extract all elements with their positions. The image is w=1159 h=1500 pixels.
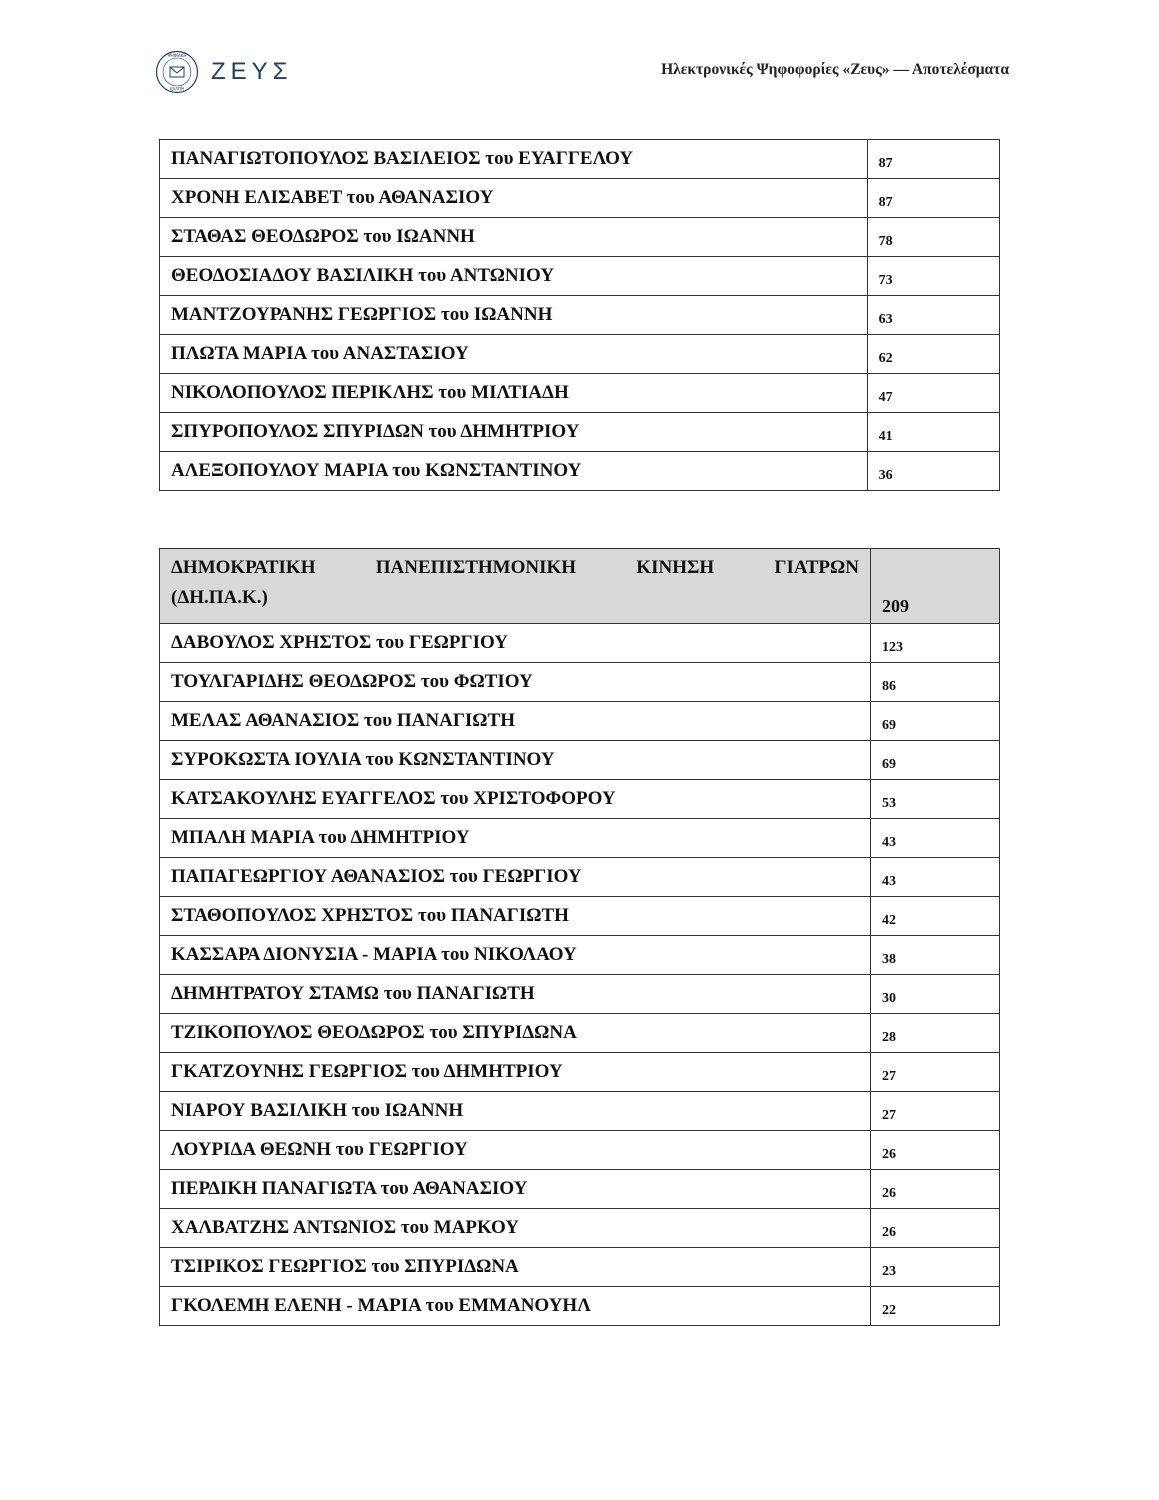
candidate-name: ΑΛΕΞΟΠΟΥΛΟΥ ΜΑΡΙΑ του ΚΩΝΣΤΑΝΤΙΝΟΥ: [160, 452, 868, 491]
page-header: [0, 0, 1159, 110]
candidate-name: ΠΕΡΔΙΚΗ ΠΑΝΑΓΙΩΤΑ του ΑΘΑΝΑΣΙΟΥ: [160, 1170, 871, 1209]
candidate-votes: 26: [870, 1131, 999, 1170]
results-table-2: [159, 548, 1000, 1326]
candidate-name: ΣΤΑΘΟΠΟΥΛΟΣ ΧΡΗΣΤΟΣ του ΠΑΝΑΓΙΩΤΗ: [160, 897, 871, 936]
candidate-votes: 36: [867, 452, 999, 491]
candidate-votes: 30: [870, 975, 999, 1014]
seal-text-top: ΨΗΦΙΑΚΗ: [167, 52, 187, 58]
candidate-row: [160, 452, 1000, 491]
candidate-votes: 41: [867, 413, 999, 452]
candidate-name: ΛΟΥΡΙΔΑ ΘΕΩΝΗ του ΓΕΩΡΓΙΟΥ: [160, 1131, 871, 1170]
candidate-row: [160, 374, 1000, 413]
candidate-name: ΠΑΠΑΓΕΩΡΓΙΟΥ ΑΘΑΝΑΣΙΟΣ του ΓΕΩΡΓΙΟΥ: [160, 858, 871, 897]
candidate-row: [160, 179, 1000, 218]
candidate-row: [160, 663, 1000, 702]
party-name-line2: (ΔΗ.ΠΑ.Κ.): [171, 587, 268, 608]
candidate-row: [160, 1248, 1000, 1287]
party-votes: 209: [870, 549, 999, 624]
candidate-name: ΠΑΝΑΓΙΩΤΟΠΟΥΛΟΣ ΒΑΣΙΛΕΙΟΣ του ΕΥΑΓΓΕΛΟΥ: [160, 140, 868, 179]
candidate-votes: 53: [870, 780, 999, 819]
candidate-row: [160, 1092, 1000, 1131]
candidate-name: ΣΤΑΘΑΣ ΘΕΟΔΩΡΟΣ του ΙΩΑΝΝΗ: [160, 218, 868, 257]
candidate-votes: 47: [867, 374, 999, 413]
candidate-votes: 69: [870, 741, 999, 780]
candidate-votes: 22: [870, 1287, 999, 1326]
candidate-row: [160, 819, 1000, 858]
candidate-row: [160, 624, 1000, 663]
candidate-votes: 87: [867, 179, 999, 218]
candidate-row: [160, 702, 1000, 741]
candidate-name: ΘΕΟΔΟΣΙΑΔΟΥ ΒΑΣΙΛΙΚΗ του ΑΝΤΩΝΙΟΥ: [160, 257, 868, 296]
candidate-row: [160, 1014, 1000, 1053]
party-name-word: ΓΙΑΤΡΩΝ: [774, 557, 859, 578]
candidate-row: [160, 897, 1000, 936]
candidate-votes: 38: [870, 936, 999, 975]
candidate-votes: 42: [870, 897, 999, 936]
candidate-name: ΓΚΑΤΖΟΥΝΗΣ ΓΕΩΡΓΙΟΣ του ΔΗΜΗΤΡΙΟΥ: [160, 1053, 871, 1092]
party-row: [160, 549, 1000, 624]
candidate-row: [160, 780, 1000, 819]
brand-name: ΖΕΥΣ: [211, 58, 293, 85]
candidate-name: ΚΑΣΣΑΡΑ ΔΙΟΝΥΣΙΑ - ΜΑΡΙΑ του ΝΙΚΟΛΑΟΥ: [160, 936, 871, 975]
candidate-name: ΝΙΚΟΛΟΠΟΥΛΟΣ ΠΕΡΙΚΛΗΣ του ΜΙΛΤΙΑΔΗ: [160, 374, 868, 413]
candidate-votes: 43: [870, 819, 999, 858]
candidate-row: [160, 1170, 1000, 1209]
candidate-row: [160, 1131, 1000, 1170]
candidate-row: [160, 413, 1000, 452]
candidate-name: ΜΕΛΑΣ ΑΘΑΝΑΣΙΟΣ του ΠΑΝΑΓΙΩΤΗ: [160, 702, 871, 741]
candidate-row: [160, 335, 1000, 374]
candidate-name: ΚΑΤΣΑΚΟΥΛΗΣ ΕΥΑΓΓΕΛΟΣ του ΧΡΙΣΤΟΦΟΡΟΥ: [160, 780, 871, 819]
candidate-name: ΠΛΩΤΑ ΜΑΡΙΑ του ΑΝΑΣΤΑΣΙΟΥ: [160, 335, 868, 374]
candidate-row: [160, 975, 1000, 1014]
candidate-votes: 27: [870, 1092, 999, 1131]
zeus-logo: [155, 50, 293, 94]
candidate-votes: 28: [870, 1014, 999, 1053]
candidate-votes: 26: [870, 1209, 999, 1248]
seal-text-bottom: ΚΑΛΠΗ: [169, 86, 185, 92]
candidate-votes: 87: [867, 140, 999, 179]
candidate-row: [160, 140, 1000, 179]
ballot-box-seal-icon: [155, 50, 199, 94]
candidate-votes: 86: [870, 663, 999, 702]
candidate-votes: 78: [867, 218, 999, 257]
party-name-word: ΠΑΝΕΠΙΣΤΗΜΟΝΙΚΗ: [375, 557, 577, 578]
candidate-name: ΓΚΟΛΕΜΗ ΕΛΕΝΗ - ΜΑΡΙΑ του ΕΜΜΑΝΟΥΗΛ: [160, 1287, 871, 1326]
candidate-name: ΝΙΑΡΟΥ ΒΑΣΙΛΙΚΗ του ΙΩΑΝΝΗ: [160, 1092, 871, 1131]
candidate-votes: 27: [870, 1053, 999, 1092]
candidate-name: ΣΠΥΡΟΠΟΥΛΟΣ ΣΠΥΡΙΔΩΝ του ΔΗΜΗΤΡΙΟΥ: [160, 413, 868, 452]
party-name-word: ΔΗΜΟΚΡΑΤΙΚΗ: [171, 557, 316, 578]
candidate-name: ΔΑΒΟΥΛΟΣ ΧΡΗΣΤΟΣ του ΓΕΩΡΓΙΟΥ: [160, 624, 871, 663]
candidate-row: [160, 1287, 1000, 1326]
candidate-name: ΤΟΥΛΓΑΡΙΔΗΣ ΘΕΟΔΩΡΟΣ του ΦΩΤΙΟΥ: [160, 663, 871, 702]
party-name-word: ΚΙΝΗΣΗ: [636, 557, 715, 578]
candidate-votes: 23: [870, 1248, 999, 1287]
candidate-name: ΔΗΜΗΤΡΑΤΟΥ ΣΤΑΜΩ του ΠΑΝΑΓΙΩΤΗ: [160, 975, 871, 1014]
candidate-name: ΜΠΑΛΗ ΜΑΡΙΑ του ΔΗΜΗΤΡΙΟΥ: [160, 819, 871, 858]
candidate-row: [160, 936, 1000, 975]
candidate-row: [160, 296, 1000, 335]
candidate-votes: 63: [867, 296, 999, 335]
candidate-row: [160, 1053, 1000, 1092]
results-table-1: [159, 139, 1000, 491]
candidate-votes: 43: [870, 858, 999, 897]
candidate-row: [160, 257, 1000, 296]
candidate-name: ΣΥΡΟΚΩΣΤΑ ΙΟΥΛΙΑ του ΚΩΝΣΤΑΝΤΙΝΟΥ: [160, 741, 871, 780]
party-name-cell: [160, 549, 871, 624]
candidate-votes: 26: [870, 1170, 999, 1209]
candidate-row: [160, 858, 1000, 897]
candidate-row: [160, 1209, 1000, 1248]
candidate-votes: 69: [870, 702, 999, 741]
candidate-name: ΜΑΝΤΖΟΥΡΑΝΗΣ ΓΕΩΡΓΙΟΣ του ΙΩΑΝΝΗ: [160, 296, 868, 335]
candidate-row: [160, 741, 1000, 780]
candidate-name: ΧΡΟΝΗ ΕΛΙΣΑΒΕΤ του ΑΘΑΝΑΣΙΟΥ: [160, 179, 868, 218]
page-title: Ηλεκτρονικές Ψηφοφορίες «Ζευς» — Αποτελέσματα: [661, 61, 1009, 78]
candidate-votes: 73: [867, 257, 999, 296]
candidate-row: [160, 218, 1000, 257]
candidate-name: ΤΖΙΚΟΠΟΥΛΟΣ ΘΕΟΔΩΡΟΣ του ΣΠΥΡΙΔΩΝΑ: [160, 1014, 871, 1053]
candidate-name: ΤΣΙΡΙΚΟΣ ΓΕΩΡΓΙΟΣ του ΣΠΥΡΙΔΩΝΑ: [160, 1248, 871, 1287]
candidate-votes: 123: [870, 624, 999, 663]
candidate-name: ΧΑΛΒΑΤΖΗΣ ΑΝΤΩΝΙΟΣ του ΜΑΡΚΟΥ: [160, 1209, 871, 1248]
candidate-votes: 62: [867, 335, 999, 374]
party-name-line1: [171, 553, 859, 583]
